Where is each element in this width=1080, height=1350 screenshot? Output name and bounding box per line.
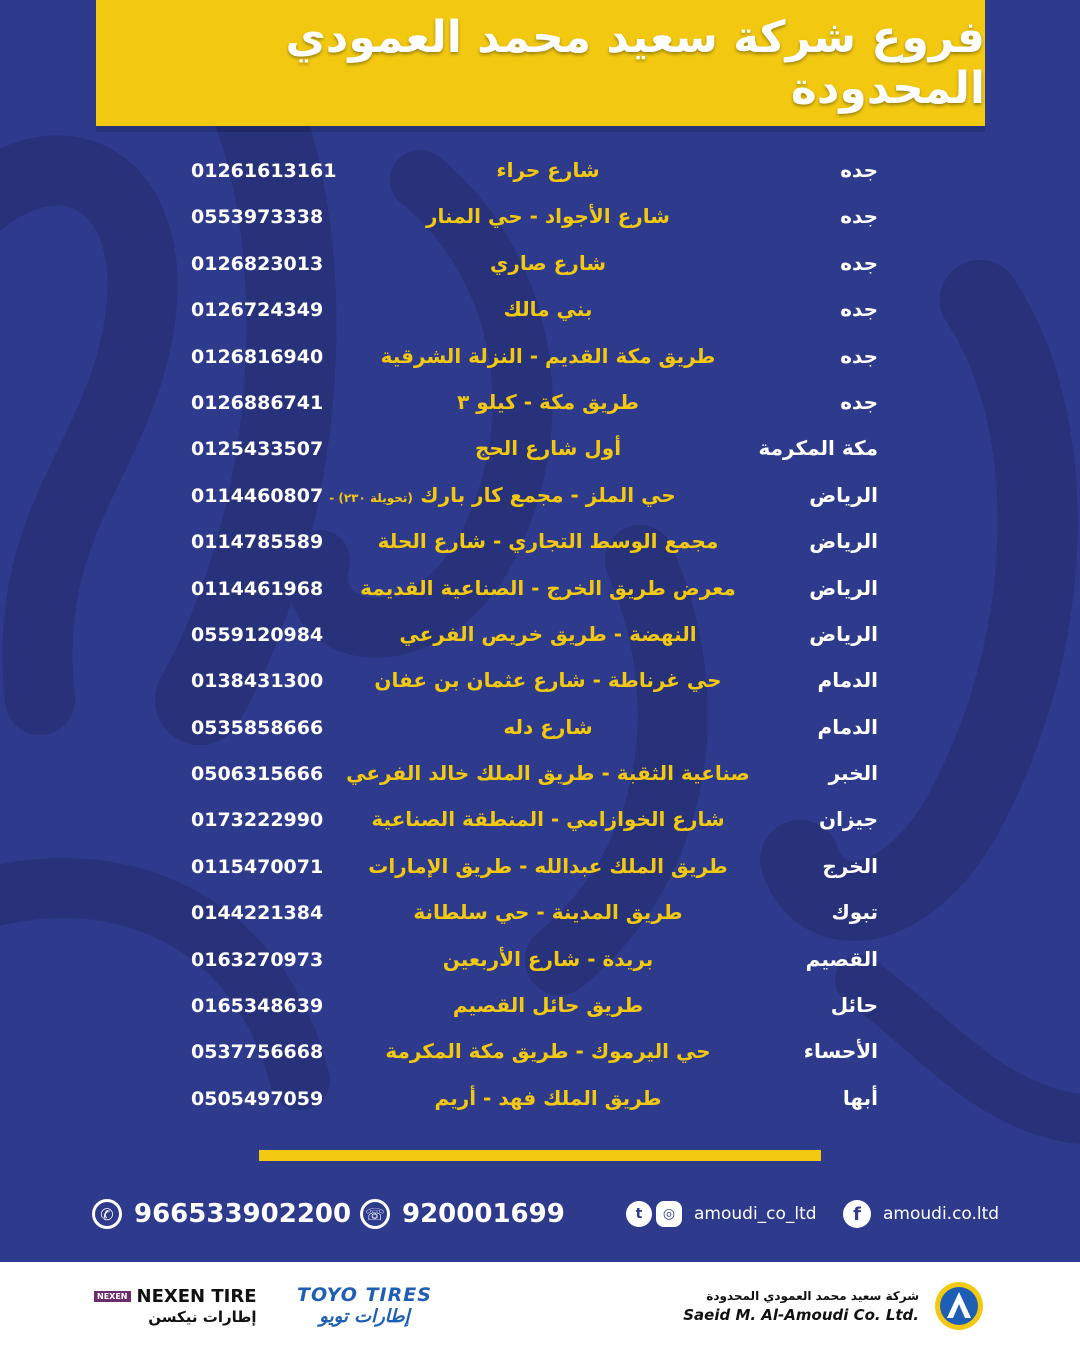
branch-phone-number: 0138431300 bbox=[191, 670, 324, 693]
branch-phone-number: 0559120984 bbox=[191, 623, 324, 646]
branch-city: جيزان bbox=[819, 807, 878, 832]
branch-row bbox=[0, 799, 1080, 845]
branch-phone[interactable] bbox=[191, 1088, 323, 1110]
facebook-contact[interactable] bbox=[843, 1192, 999, 1236]
branch-row bbox=[0, 150, 1080, 196]
branch-row bbox=[0, 707, 1080, 753]
branch-address: مجمع الوسط التجاري - شارع الحلة bbox=[377, 529, 719, 554]
social-handle: amoudi_co_ltd bbox=[694, 1204, 817, 1224]
contact-bar bbox=[0, 1192, 1080, 1236]
branch-phone-number: 01261613161 bbox=[191, 160, 337, 182]
branch-city: الرياض bbox=[809, 482, 878, 507]
branch-address: شارع الخوازامي - المنطقة الصناعية bbox=[371, 807, 725, 832]
branch-city: جده bbox=[840, 204, 878, 229]
branch-phone-number: 0537756668 bbox=[191, 1041, 324, 1064]
branch-phone-number: 0535858666 bbox=[191, 716, 324, 739]
branch-city: الرياض bbox=[809, 529, 878, 554]
branch-phone[interactable] bbox=[191, 763, 323, 785]
branch-phone[interactable] bbox=[191, 856, 323, 878]
toyo-logo bbox=[297, 1284, 432, 1327]
branch-row bbox=[0, 660, 1080, 706]
branch-address: حي اليرموك - طريق مكة المكرمة bbox=[385, 1039, 711, 1064]
branch-phone[interactable] bbox=[191, 438, 323, 460]
branch-phone[interactable] bbox=[191, 392, 323, 414]
branch-phone[interactable] bbox=[191, 160, 336, 182]
branch-address: طريق مكة - كيلو ٣ bbox=[457, 389, 639, 414]
toyo-arabic: إطارات تويو bbox=[319, 1306, 410, 1327]
branch-phone-number: 0115470071 bbox=[191, 855, 324, 878]
branch-address: طريق حائل القصيم bbox=[452, 993, 644, 1018]
branch-row bbox=[0, 1078, 1080, 1124]
branch-phone[interactable] bbox=[191, 670, 323, 692]
branch-city: الدمام bbox=[817, 714, 878, 739]
branch-phone-number: 0126724349 bbox=[191, 299, 324, 322]
footer bbox=[0, 1262, 1080, 1350]
company-name-english: Saeid M. Al-Amoudi Co. Ltd. bbox=[683, 1305, 919, 1324]
whatsapp-icon: ✆ bbox=[92, 1199, 122, 1229]
facebook-handle: amoudi.co.ltd bbox=[883, 1204, 1000, 1224]
branch-phone[interactable] bbox=[191, 949, 323, 971]
branch-row bbox=[0, 568, 1080, 614]
branch-address: شارع حراء bbox=[496, 158, 600, 182]
branch-phone-number: 0173222990 bbox=[191, 809, 324, 832]
whatsapp-number: 966533902200 bbox=[134, 1199, 352, 1229]
branch-phone[interactable] bbox=[191, 299, 323, 321]
branch-phone-number: 0553973338 bbox=[191, 206, 324, 229]
branch-phone[interactable] bbox=[191, 253, 323, 275]
branch-city: الخرج bbox=[822, 853, 878, 878]
hotline-contact[interactable] bbox=[360, 1192, 565, 1236]
branch-phone[interactable] bbox=[191, 578, 323, 600]
twitter-icon: t bbox=[626, 1201, 652, 1227]
branch-phone[interactable] bbox=[191, 809, 323, 831]
branch-city: جده bbox=[840, 389, 878, 414]
branch-row bbox=[0, 753, 1080, 799]
branch-phone-number: 0506315666 bbox=[191, 763, 324, 786]
branch-phone[interactable] bbox=[191, 902, 323, 924]
branch-city: الرياض bbox=[809, 621, 878, 646]
branch-row bbox=[0, 336, 1080, 382]
branch-phone-number: 0505497059 bbox=[191, 1087, 324, 1110]
branch-phone-number: 0126823013 bbox=[191, 252, 324, 275]
branch-address: بريدة - شارع الأربعين bbox=[442, 946, 654, 971]
nexen-logo bbox=[94, 1286, 257, 1326]
branch-city: الدمام bbox=[817, 668, 878, 693]
branch-phone[interactable] bbox=[191, 346, 323, 368]
branch-address: شارع صاري bbox=[490, 250, 606, 275]
branch-address: صناعية الثقبة - طريق الملك خالد الفرعي bbox=[346, 761, 750, 786]
social-contact[interactable] bbox=[626, 1192, 817, 1236]
branch-row bbox=[0, 985, 1080, 1031]
branch-city: تبوك bbox=[831, 900, 878, 925]
branch-phone-number: 0144221384 bbox=[191, 902, 324, 925]
branch-city: الأحساء bbox=[803, 1039, 878, 1064]
toyo-name: TOYO TIRES bbox=[297, 1284, 432, 1306]
branch-address: حي الملز - مجمع كار بارك bbox=[420, 482, 676, 507]
phone-icon: ☏ bbox=[360, 1199, 390, 1229]
nexen-arabic: إطارات نيكسن bbox=[148, 1308, 257, 1326]
branch-address: شارع دله bbox=[503, 714, 593, 739]
branch-city: جده bbox=[840, 343, 878, 368]
facebook-icon: f bbox=[843, 1200, 871, 1228]
branch-phone[interactable] bbox=[191, 995, 323, 1017]
branch-row bbox=[0, 892, 1080, 938]
company-logo-icon bbox=[933, 1280, 985, 1332]
branch-city: جده bbox=[840, 158, 878, 182]
branch-row bbox=[0, 243, 1080, 289]
branch-phone-number: 0126816940 bbox=[191, 345, 324, 368]
branch-phone[interactable] bbox=[191, 1041, 323, 1063]
divider bbox=[259, 1150, 821, 1161]
whatsapp-contact[interactable] bbox=[92, 1192, 351, 1236]
branch-phone-number: 0165348639 bbox=[191, 995, 324, 1018]
branch-address: شارع الأجواد - حي المنار bbox=[426, 204, 670, 229]
branch-city: جده bbox=[840, 297, 878, 322]
branch-extension: (تحويلة ٢٣٠) - bbox=[329, 490, 413, 505]
nexen-badge: NEXEN bbox=[94, 1291, 131, 1302]
branch-city: جده bbox=[840, 250, 878, 275]
branch-phone[interactable] bbox=[191, 206, 323, 228]
branch-address: طريق الملك فهد - أريم bbox=[434, 1085, 662, 1110]
page-title: فروع شركة سعيد محمد العمودي المحدودة bbox=[285, 12, 985, 114]
branch-row bbox=[0, 196, 1080, 242]
branch-row bbox=[0, 846, 1080, 892]
branch-address: طريق الملك عبدالله - طريق الإمارات bbox=[368, 853, 728, 878]
branch-row bbox=[0, 1031, 1080, 1077]
hotline-number: 920001699 bbox=[402, 1199, 565, 1229]
branches-list bbox=[0, 150, 1080, 1124]
nexen-name: NEXEN TIRE bbox=[136, 1286, 257, 1307]
branch-phone-number: 0114461968 bbox=[191, 577, 324, 600]
branch-row bbox=[0, 382, 1080, 428]
branch-row bbox=[0, 614, 1080, 660]
branch-address: معرض طريق الخرج - الصناعية القديمة bbox=[360, 575, 736, 600]
branch-phone[interactable] bbox=[191, 485, 413, 507]
branch-city: مكة المكرمة bbox=[758, 436, 878, 461]
branch-city: أبها bbox=[842, 1085, 878, 1110]
branch-address: النهضة - طريق خريص الفرعي bbox=[399, 621, 697, 646]
branch-address: طريق المدينة - حي سلطانة bbox=[413, 900, 683, 925]
branch-phone-number: 0125433507 bbox=[191, 438, 324, 461]
branch-phone[interactable] bbox=[191, 717, 323, 739]
branch-phone-number: 0126886741 bbox=[191, 391, 324, 414]
branch-phone[interactable] bbox=[191, 531, 323, 553]
branch-phone-number: 0114460807 bbox=[191, 484, 324, 507]
branch-address: بني مالك bbox=[503, 297, 593, 322]
branch-address: حي غرناطة - شارع عثمان بن عفان bbox=[374, 668, 722, 693]
title-banner bbox=[96, 0, 985, 126]
branch-city: الخبر bbox=[828, 761, 878, 786]
branch-city: حائل bbox=[830, 993, 878, 1018]
branch-address: طريق مكة القديم - النزلة الشرقية bbox=[380, 343, 716, 368]
branch-phone[interactable] bbox=[191, 624, 323, 646]
branch-city: الرياض bbox=[809, 575, 878, 600]
branch-row bbox=[0, 475, 1080, 521]
branch-row bbox=[0, 289, 1080, 335]
branch-row bbox=[0, 428, 1080, 474]
branch-address: أول شارع الحج bbox=[474, 436, 622, 461]
branch-row bbox=[0, 521, 1080, 567]
company-brand bbox=[683, 1280, 985, 1332]
branch-row bbox=[0, 939, 1080, 985]
instagram-icon: ◎ bbox=[656, 1201, 682, 1227]
branch-city: القصيم bbox=[805, 946, 878, 971]
branch-phone-number: 0163270973 bbox=[191, 948, 324, 971]
company-name-arabic: شركة سعيد محمد العمودي المحدودة bbox=[706, 1288, 919, 1303]
branch-phone-number: 0114785589 bbox=[191, 531, 324, 554]
